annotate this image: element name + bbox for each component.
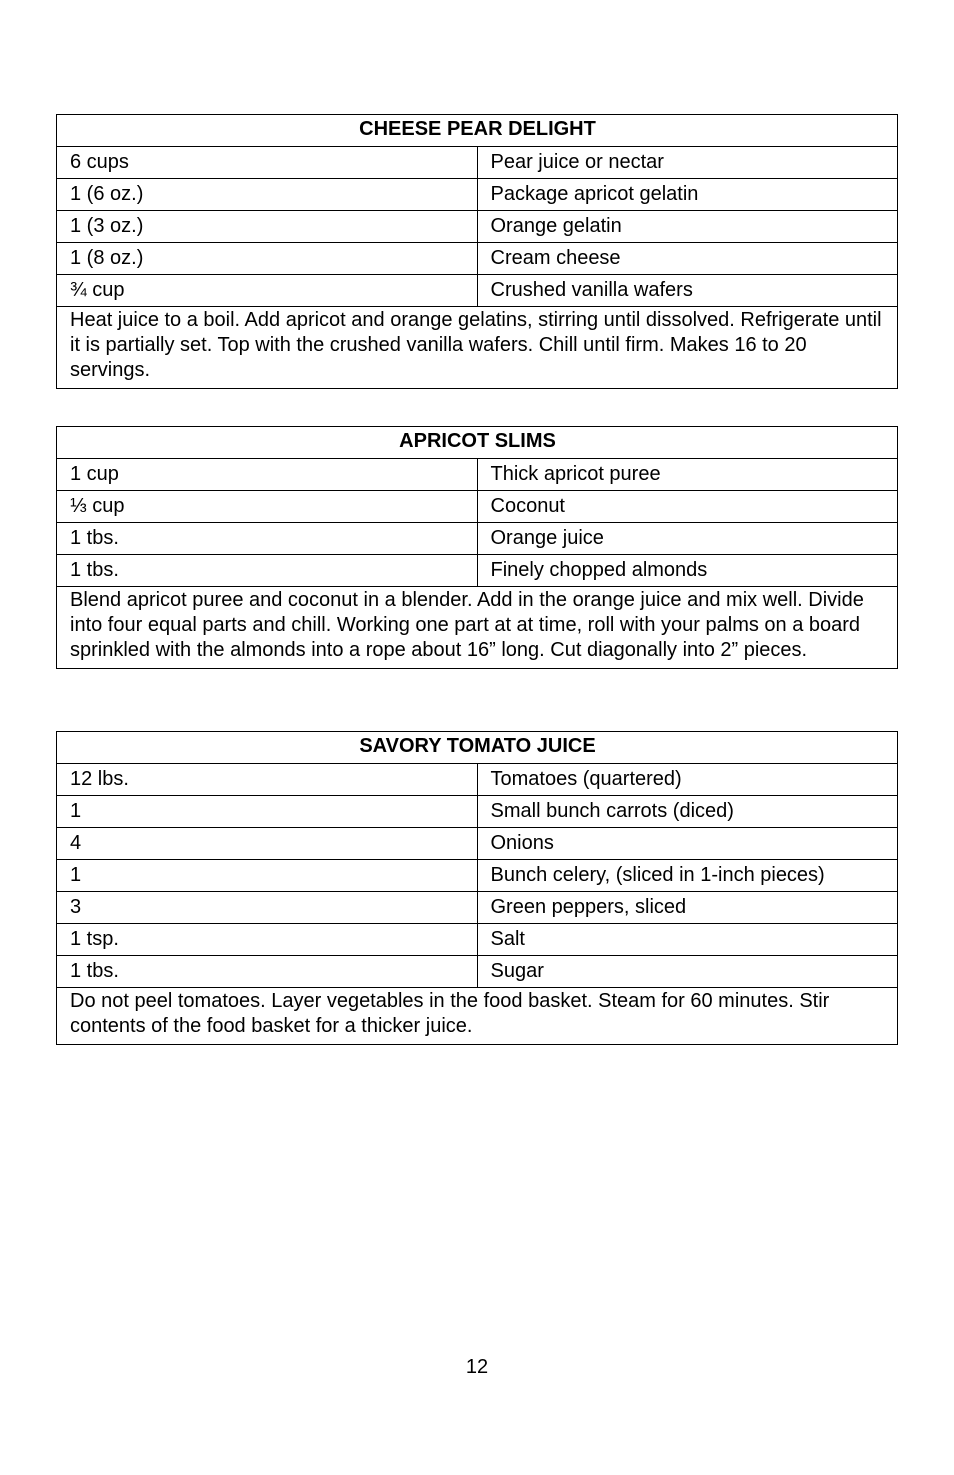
ingredient-quantity: 1 tbs. [57, 555, 478, 587]
ingredient-item: Small bunch carrots (diced) [477, 796, 898, 828]
ingredient-row [57, 211, 898, 243]
ingredient-item: Coconut [477, 491, 898, 523]
ingredient-item: Sugar [477, 956, 898, 988]
ingredient-item: Pear juice or nectar [477, 147, 898, 179]
ingredient-quantity: 1 tsp. [57, 924, 478, 956]
recipe-title-row [57, 115, 898, 147]
ingredient-row [57, 892, 898, 924]
ingredient-quantity: 1 (8 oz.) [57, 243, 478, 275]
ingredient-item: Tomatoes (quartered) [477, 764, 898, 796]
ingredient-row [57, 523, 898, 555]
recipe-table-savory-tomato-juice [56, 731, 898, 1045]
recipe-table-cheese-pear-delight [56, 114, 898, 389]
ingredient-quantity: 1 (3 oz.) [57, 211, 478, 243]
ingredient-item: Crushed vanilla wafers [477, 275, 898, 307]
ingredient-row [57, 275, 898, 307]
ingredient-item: Package apricot gelatin [477, 179, 898, 211]
ingredient-row [57, 764, 898, 796]
page-number: 12 [465, 1356, 489, 1378]
ingredient-item: Green peppers, sliced [477, 892, 898, 924]
ingredient-row [57, 924, 898, 956]
ingredient-quantity: 4 [57, 828, 478, 860]
recipe-directions: Do not peel tomatoes. Layer vegetables in the food basket. Steam for 60 minutes. Stir contents of the food basket for a thicker juice. [57, 988, 898, 1045]
ingredient-quantity: 1 tbs. [57, 956, 478, 988]
ingredient-quantity: 1 (6 oz.) [57, 179, 478, 211]
ingredient-quantity: 1 cup [57, 459, 478, 491]
ingredient-quantity: ¾ cup [57, 275, 478, 307]
ingredient-quantity: 12 lbs. [57, 764, 478, 796]
ingredient-row [57, 459, 898, 491]
ingredient-item: Onions [477, 828, 898, 860]
recipe-title-row [57, 427, 898, 459]
recipe-table-apricot-slims [56, 426, 898, 669]
ingredient-quantity: 1 [57, 860, 478, 892]
recipe-title: APRICOT SLIMS [57, 427, 898, 459]
ingredient-row [57, 828, 898, 860]
recipe-title: CHEESE PEAR DELIGHT [57, 115, 898, 147]
ingredient-row [57, 796, 898, 828]
ingredient-item: Orange juice [477, 523, 898, 555]
recipe-title-row [57, 732, 898, 764]
ingredient-item: Finely chopped almonds [477, 555, 898, 587]
recipe-title: SAVORY TOMATO JUICE [57, 732, 898, 764]
ingredient-item: Salt [477, 924, 898, 956]
ingredient-row [57, 555, 898, 587]
ingredient-row [57, 860, 898, 892]
recipe-directions: Heat juice to a boil. Add apricot and orange gelatins, stirring until dissolved. Refrigerate until it is partially set. Top with the crushed vanilla wafers. Chill until firm. Makes 16 to 20 servings. [57, 307, 898, 389]
ingredient-row [57, 956, 898, 988]
ingredient-quantity: 6 cups [57, 147, 478, 179]
ingredient-item: Bunch celery, (sliced in 1-inch pieces) [477, 860, 898, 892]
ingredient-row [57, 179, 898, 211]
ingredient-quantity: ⅓ cup [57, 491, 478, 523]
directions-row [57, 307, 898, 389]
ingredient-quantity: 1 tbs. [57, 523, 478, 555]
ingredient-quantity: 1 [57, 796, 478, 828]
ingredient-row [57, 147, 898, 179]
ingredient-item: Thick apricot puree [477, 459, 898, 491]
ingredient-row [57, 243, 898, 275]
ingredient-quantity: 3 [57, 892, 478, 924]
recipe-directions: Blend apricot puree and coconut in a blender. Add in the orange juice and mix well. Divide into four equal parts and chill. Working one part at at time, roll with your palms on a board sprinkled with the almonds into a rope about 16” long. Cut diagonally into 2” pieces. [57, 587, 898, 669]
ingredient-item: Orange gelatin [477, 211, 898, 243]
ingredient-item: Cream cheese [477, 243, 898, 275]
directions-row [57, 587, 898, 669]
ingredient-row [57, 491, 898, 523]
directions-row [57, 988, 898, 1045]
